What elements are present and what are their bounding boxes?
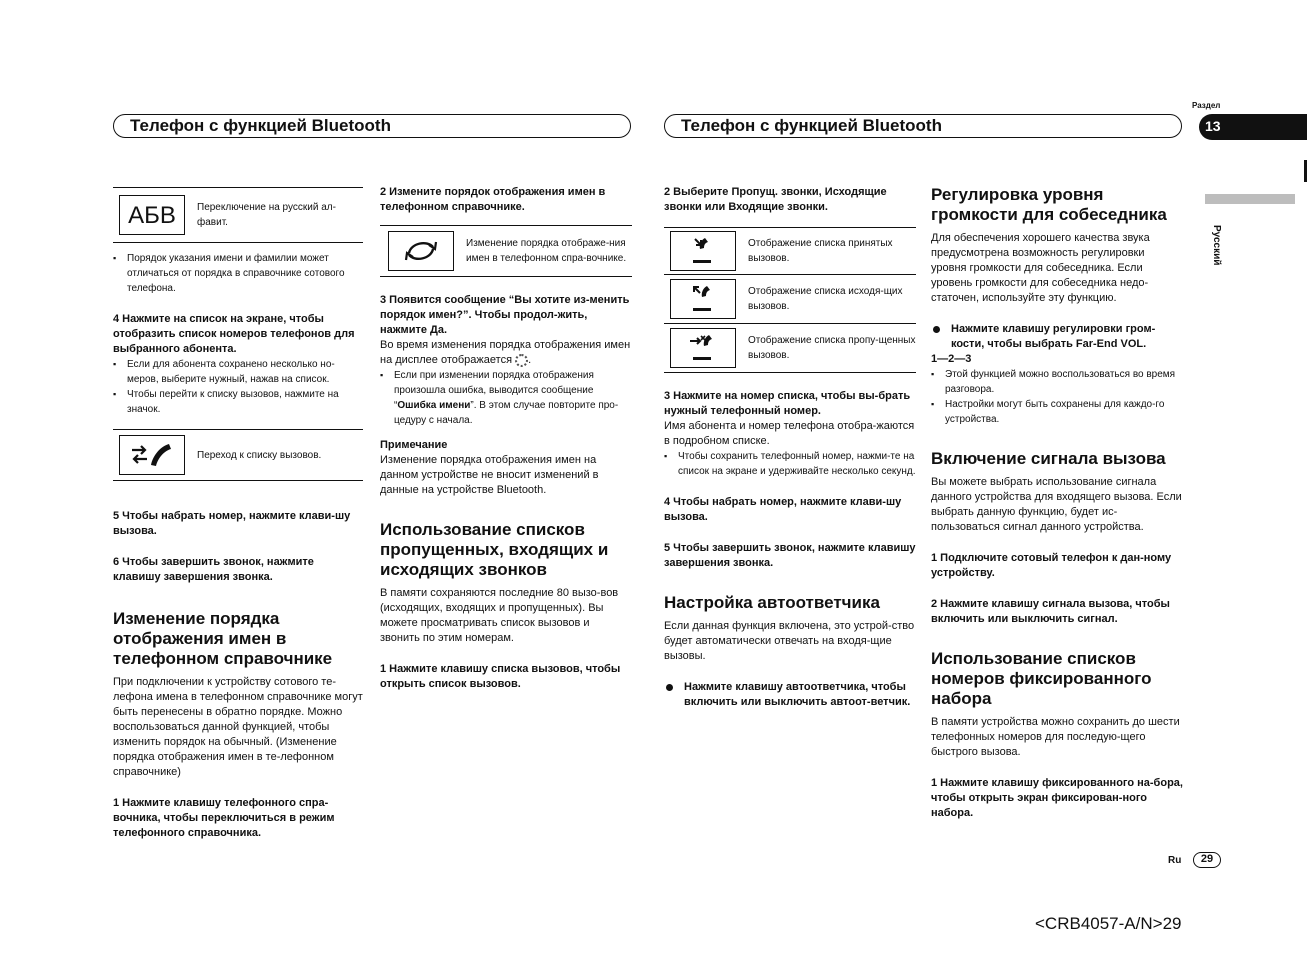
- section-number-tab: [1199, 114, 1307, 140]
- column-1: [113, 187, 363, 841]
- language-tab: [1205, 194, 1295, 204]
- step-4-dial: 4 Чтобы набрать номер, нажмите клави-шу вызова.: [664, 496, 902, 523]
- step-1-preset-dial: 1 Нажмите клавишу фиксированного на-бора, чтобы открыть экран фиксирован-ного набора.: [931, 777, 1183, 819]
- bullet-multiple-numbers: ▪ Если для абонента сохранено несколько но-меров, выберите нужный, нажав на список.: [113, 357, 363, 387]
- swap-order-icon-desc: Изменение порядка отображе-ния имен в телефонном спра-вочнике.: [466, 238, 627, 264]
- call-list-icon: [119, 435, 185, 475]
- section-label: Раздел: [1192, 101, 1221, 110]
- page-number-badge: [1193, 852, 1221, 868]
- note-text: Изменение порядка отображения имен на данном устройстве не вносит изменений в данные на устройстве Bluetooth.: [380, 454, 599, 496]
- volume-levels: 1—2—3: [931, 353, 972, 365]
- para-ring-tone: Вы можете выбрать использование сигнала данного устройства для входящего вызова. Если выбрать данную функцию, будет ис-пользоваться сигнал данного устройства.: [931, 476, 1182, 533]
- outgoing-call-icon: [670, 279, 736, 319]
- header-right-title: Телефон с функцией Bluetooth: [681, 116, 942, 135]
- para-preset-dial: В памяти устройства можно сохранить до шести телефонных номеров для последую-щего быстрого вызова.: [931, 716, 1180, 758]
- step-3-para: Во время изменения порядка отображения имен на дисплее отображается .: [380, 339, 631, 366]
- column-2: [380, 185, 632, 692]
- alphabet-icon-glyph: АБВ: [128, 201, 176, 229]
- incoming-call-icon-desc: Отображение списка принятых вызовов.: [748, 238, 893, 264]
- column-3: [664, 185, 916, 710]
- outgoing-call-icon-desc: Отображение списка исходя-щих вызовов.: [748, 286, 903, 312]
- icon-table-call-list: [113, 429, 363, 481]
- icon-table-order: [380, 225, 632, 277]
- heading-preset-dial: Использование списков номеров фиксированного набора: [931, 649, 1152, 708]
- document-code: <CRB4057-A/N>29: [1035, 914, 1182, 933]
- icon-table-alphabet: [113, 187, 363, 243]
- bullet-name-order: ▪ Порядок указания имени и фамилии может отличаться от порядка в справочнике сотового телефона.: [113, 251, 363, 296]
- para-auto-answer: Если данная функция включена, это устрой-ство будет автоматически отвечать на входя-щие вызовы.: [664, 620, 915, 662]
- busy-icon: [515, 354, 528, 367]
- step-auto-answer: Нажмите клавишу автоответчика, чтобы включить или выключить автоот-ветчик.: [664, 680, 916, 710]
- icon-table-call-types: [664, 227, 916, 373]
- heading-name-order: Изменение порядка отображения имен в телефонном справочнике: [113, 609, 333, 668]
- para-far-end-volume: Для обеспечения хорошего качества звука предусмотрена возможность регулировки уровня громкости для собеседника. Если уровень громкости для собеседника недо-статочен, используйте эту функцию.: [931, 232, 1150, 304]
- step-4: 4 Нажмите на список на экране, чтобы отобразить список номеров телефонов для выбранного абонента.: [113, 313, 355, 355]
- bullet-per-device: ▪ Настройки могут быть сохранены для каждо-го устройства.: [931, 397, 1183, 427]
- heading-ring-tone: Включение сигнала вызова: [931, 449, 1166, 468]
- language-label: Русский: [1211, 225, 1222, 266]
- note-title: Примечание: [380, 439, 448, 451]
- step-3-message: 3 Появится сообщение “Вы хотите из-менить порядок имен?”. Чтобы продол-жить, нажмите Да.: [380, 294, 630, 336]
- heading-auto-answer: Настройка автоответчика: [664, 593, 880, 612]
- para-name-order: При подключении к устройству сотового те-лефона имена в телефонном справочнике могут быть перенесены в обратно порядке. Можно воспользоваться данной функцией, чтобы изменить порядок на обычный. (Изменение порядка отображения имен в те-лефонном справочнике): [113, 676, 363, 778]
- alphabet-icon: [119, 195, 185, 235]
- step-3-detail: Имя абонента и номер телефона отобра-жаются в подробном списке.: [664, 420, 915, 447]
- heading-call-lists: Использование списков пропущенных, входящих и исходящих звонков: [380, 520, 609, 579]
- page-number: 29: [1200, 853, 1214, 865]
- step-far-end-volume: Нажмите клавишу регулировки гром-кости, чтобы выбрать Far-End VOL.: [931, 322, 1183, 352]
- page-language: Ru: [1168, 855, 1182, 866]
- step-2-ring-tone: 2 Нажмите клавишу сигнала вызова, чтобы включить или выключить сигнал.: [931, 598, 1170, 625]
- step-5: 5 Чтобы набрать номер, нажмите клави-шу вызова.: [113, 510, 351, 537]
- bullet-during-call: ▪ Этой функцией можно воспользоваться во время разговора.: [931, 367, 1183, 397]
- step-2-change-order: 2 Измените порядок отображения имен в телефонном справочнике.: [380, 186, 606, 213]
- bullet-call-list: ▪ Чтобы перейти к списку вызовов, нажмите на значок.: [113, 387, 363, 417]
- step-3-select-number: 3 Нажмите на номер списка, чтобы вы-брать нужный телефонный номер.: [664, 390, 911, 417]
- header-right: [664, 114, 1182, 138]
- section-number: 13: [1205, 118, 1221, 134]
- missed-call-icon: [670, 328, 736, 368]
- heading-far-end-volume: Регулировка уровня громкости для собеседника: [931, 185, 1167, 224]
- step-5-end: 5 Чтобы завершить звонок, нажмите клавишу завершения звонка.: [664, 542, 916, 569]
- incoming-call-icon: [670, 231, 736, 271]
- step-1-connect: 1 Подключите сотовый телефон к дан-ному устройству.: [931, 552, 1172, 579]
- step-1-call-list: 1 Нажмите клавишу списка вызовов, чтобы открыть список вызовов.: [380, 663, 621, 690]
- column-4: [931, 185, 1183, 821]
- swap-order-icon: [388, 231, 454, 271]
- para-call-lists: В памяти сохраняются последние 80 вызо-вов (исходящих, входящих и пропущенных). Вы можете просматривать список вызовов и звонить по этим номерам.: [380, 587, 619, 644]
- step-1-phonebook: 1 Нажмите клавишу телефонного спра-вочника, чтобы переключиться в режим телефонного справочника.: [113, 797, 335, 839]
- bullet-save-number: ▪ Чтобы сохранить телефонный номер, нажми-те на список на экране и удерживайте несколько секунд.: [664, 449, 916, 479]
- bullet-error: ▪ Если при изменении порядка отображения произошла ошибка, выводится сообщение “Ошибка имени”. В этом случае повторите про-цедуру с начала.: [380, 368, 632, 428]
- alphabet-icon-desc: Переключение на русский ал-фавит.: [197, 202, 336, 228]
- call-list-icon-desc: Переход к списку вызовов.: [197, 449, 322, 461]
- header-left: [113, 114, 631, 138]
- header-left-title: Телефон с функцией Bluetooth: [130, 116, 391, 135]
- missed-call-icon-desc: Отображение списка пропу-щенных вызовов.: [748, 335, 916, 361]
- step-6: 6 Чтобы завершить звонок, нажмите клавишу завершения звонка.: [113, 556, 314, 583]
- step-2-select-list: 2 Выберите Пропущ. звонки, Исходящие звонки или Входящие звонки.: [664, 186, 887, 213]
